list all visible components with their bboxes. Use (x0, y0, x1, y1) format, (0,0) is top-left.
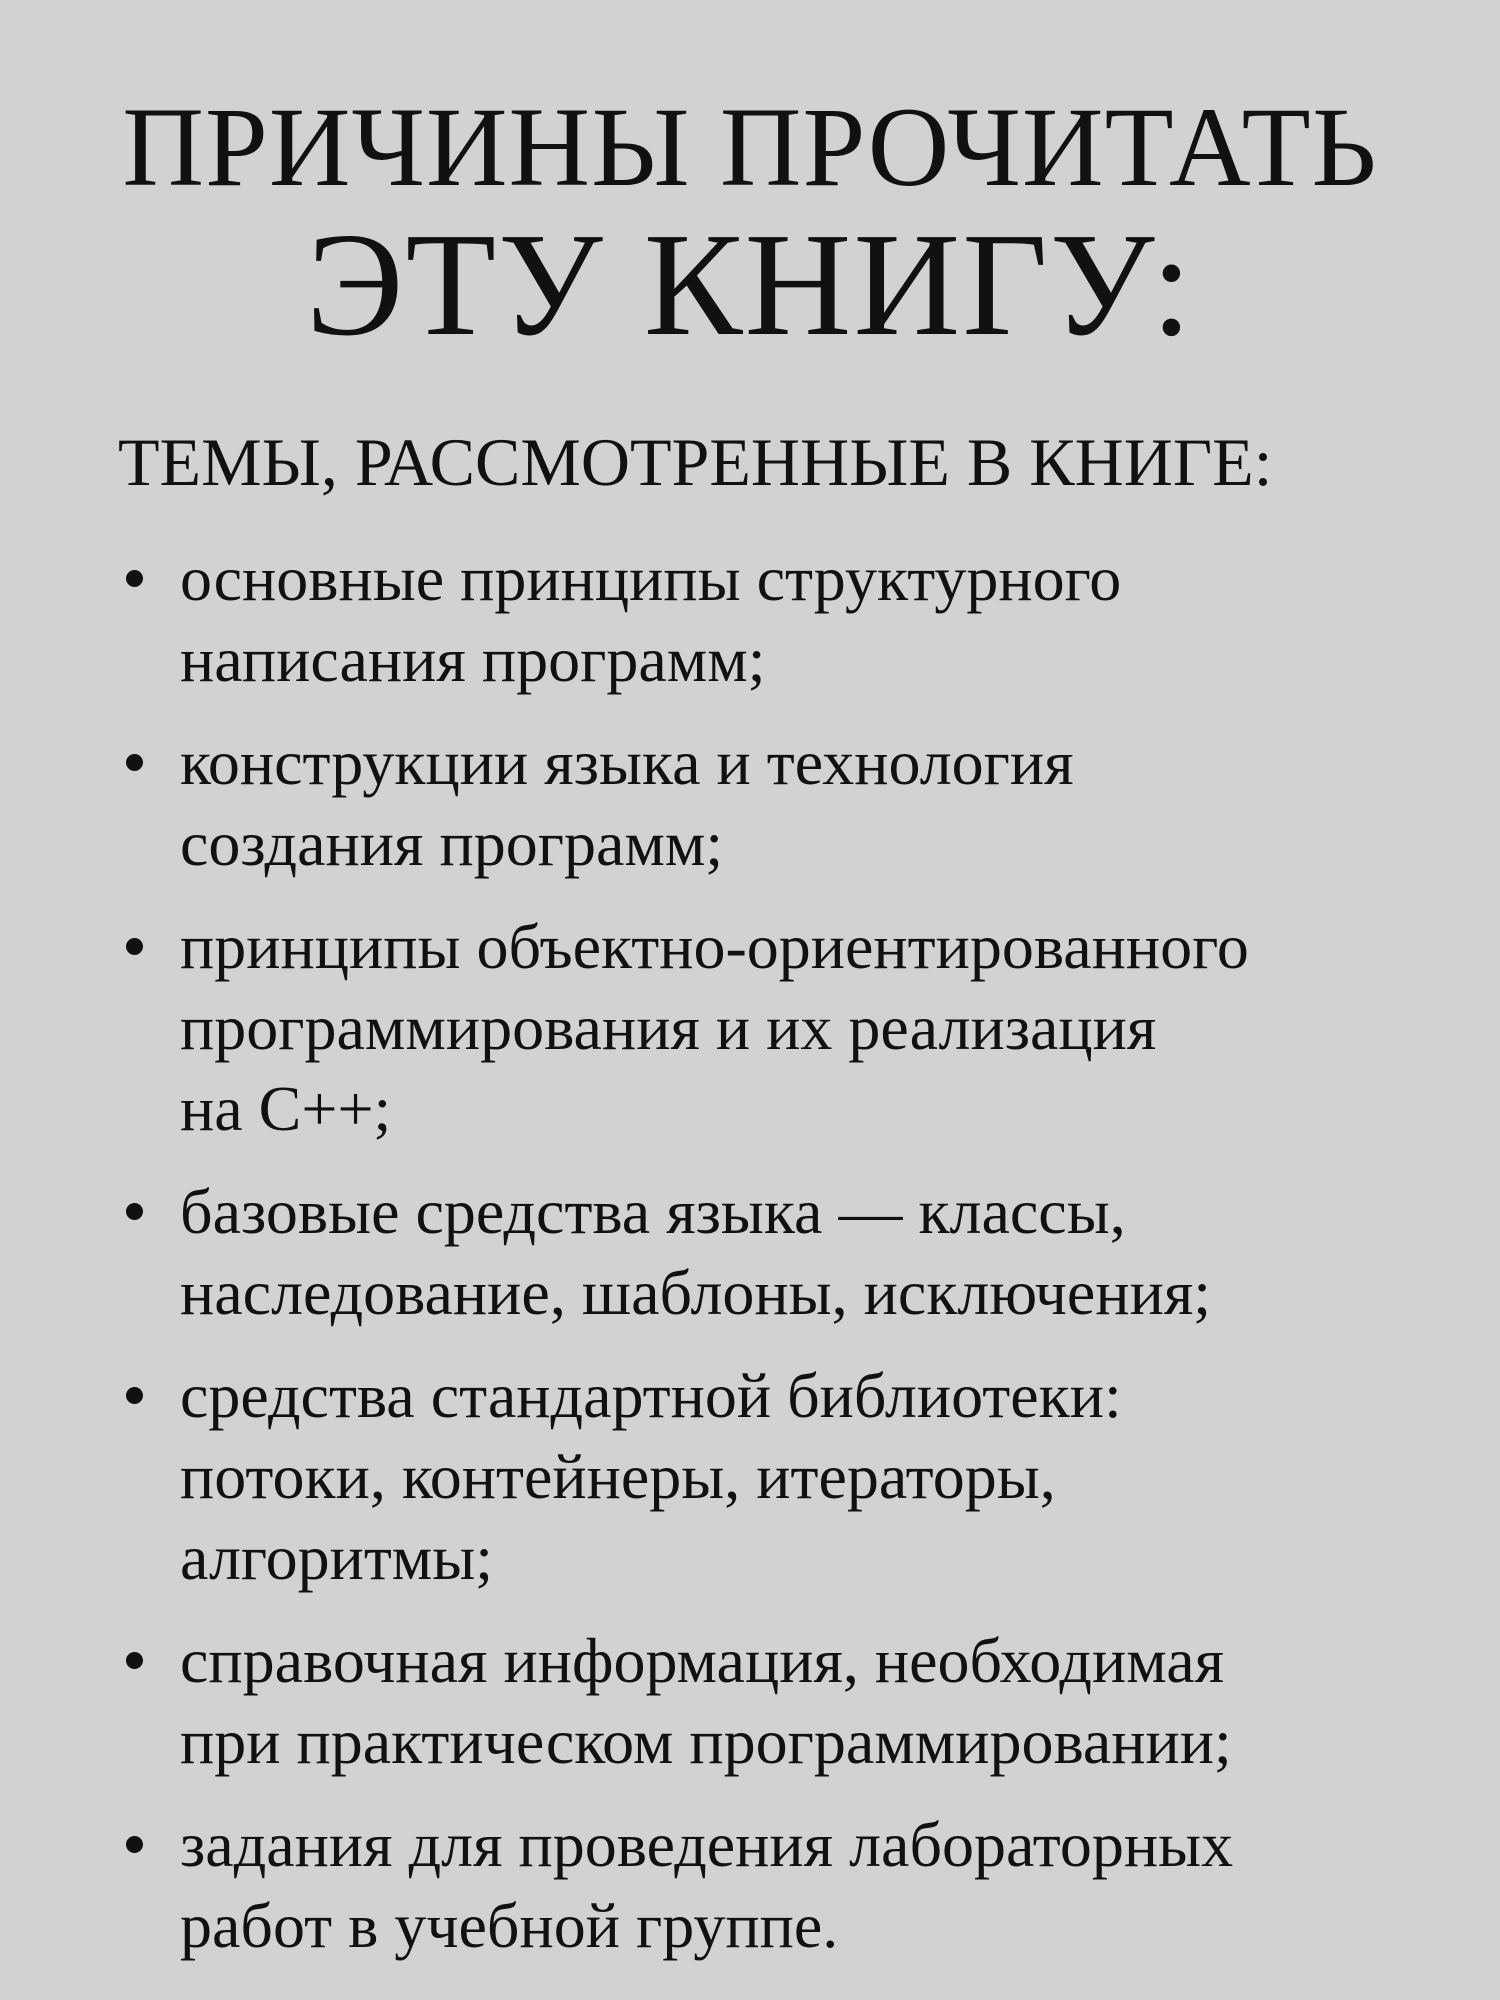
topic-item (118, 538, 1418, 700)
topic-text-line: наследование, шаблоны, исключения; (180, 1257, 1212, 1328)
topic-item (118, 1171, 1418, 1333)
topic-item (118, 1355, 1418, 1598)
bullet-icon (126, 1652, 143, 1669)
topic-text-line: конструкции языка и технология (180, 727, 1074, 798)
topic-item (118, 1620, 1418, 1782)
topic-text-line: средства стандартной библиотеки: (180, 1360, 1122, 1431)
topic-text-line: алгоритмы; (180, 1522, 494, 1593)
bullet-icon (126, 1387, 143, 1404)
bullet-icon (126, 1836, 143, 1853)
topic-text-line: на C++; (180, 1073, 392, 1144)
topic-text-line: задания для проведения лабораторных (180, 1809, 1234, 1880)
bullet-icon (126, 1203, 143, 1220)
bullet-icon (126, 938, 143, 955)
title-line-2: ЭТУ КНИГУ: (305, 203, 1195, 367)
topic-text-line: создания программ; (180, 808, 724, 879)
bullet-icon (126, 754, 143, 771)
topic-text-line: базовые средства языка — классы, (180, 1176, 1126, 1247)
topic-text-line: основные принципы структурного (180, 543, 1122, 614)
topic-text-line: принципы объектно-ориентированного (180, 911, 1249, 982)
title-line-1: ПРИЧИНЫ ПРОЧИТАТЬ (122, 85, 1378, 210)
topic-text-line: написания программ; (180, 624, 766, 695)
topic-text-line: при практическом программировании; (180, 1706, 1232, 1777)
topic-text-line: работ в учебной группе. (180, 1890, 839, 1961)
topic-item (118, 906, 1418, 1149)
topic-item (118, 1804, 1418, 1966)
topic-text-line: программирования и их реализация (180, 992, 1157, 1063)
topic-item (118, 722, 1418, 884)
bullet-icon (126, 570, 143, 587)
topics-list (118, 538, 1418, 1988)
topics-heading: ТЕМЫ, РАССМОТРЕННЫЕ В КНИГЕ: (118, 424, 1273, 500)
topic-text-line: справочная информация, необходимая (180, 1625, 1225, 1696)
topic-text-line: потоки, контейнеры, итераторы, (180, 1441, 1056, 1512)
